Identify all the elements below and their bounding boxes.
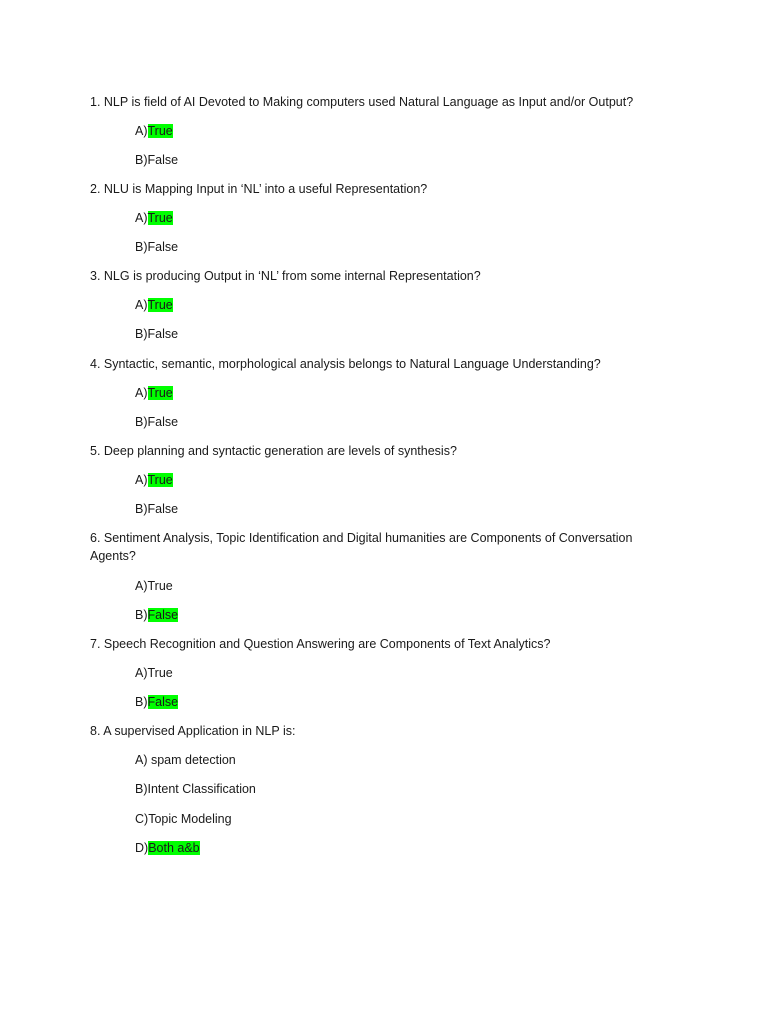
option-prefix: A) (135, 666, 148, 680)
question-1-text: 1. NLP is field of AI Devoted to Making computers used Natural Language as Input and/or Output? (90, 95, 634, 109)
option-prefix: B) (135, 608, 148, 622)
option-label: True (147, 579, 173, 593)
question-4-option-b (135, 413, 178, 431)
question-2-option-a (135, 209, 173, 227)
option-prefix: B) (135, 327, 148, 341)
question-8-text: 8. A supervised Application in NLP is: (90, 724, 296, 738)
option-label: True (147, 666, 173, 680)
option-label: False (147, 415, 179, 429)
option-label-highlighted: False (147, 608, 179, 622)
option-label-highlighted: True (147, 473, 173, 487)
question-6-text: 6. Sentiment Analysis, Topic Identification and Digital humanities are Components of Conversation Agents? (90, 531, 633, 563)
question-8-option-c (135, 810, 232, 828)
option-label-highlighted: True (147, 124, 173, 138)
question-6-option-a (135, 577, 173, 595)
option-prefix: D) (135, 841, 149, 855)
question-2-option-b (135, 238, 178, 256)
question-4-option-a (135, 384, 173, 402)
question-7-text: 7. Speech Recognition and Question Answering are Components of Text Analytics? (90, 637, 551, 651)
option-prefix: B) (135, 415, 148, 429)
question-6-option-b (135, 606, 178, 624)
option-prefix: A) (135, 298, 148, 312)
option-label: Topic Modeling (148, 812, 232, 826)
option-label-highlighted: True (147, 386, 173, 400)
option-prefix: B) (135, 502, 148, 516)
option-prefix: A) (135, 753, 148, 767)
option-prefix: A) (135, 579, 148, 593)
option-prefix: A) (135, 386, 148, 400)
question-7-option-a (135, 664, 173, 682)
option-prefix: B) (135, 153, 148, 167)
question-3-text: 3. NLG is producing Output in ‘NL’ from some internal Representation? (90, 269, 481, 283)
question-1-option-b (135, 151, 178, 169)
option-prefix: A) (135, 473, 148, 487)
question-1-option-a (135, 122, 173, 140)
question-8-option-a (135, 751, 236, 769)
option-label: False (147, 327, 179, 341)
option-label: False (147, 240, 179, 254)
question-5-text: 5. Deep planning and syntactic generation are levels of synthesis? (90, 444, 457, 458)
option-label: False (147, 153, 179, 167)
option-label-highlighted: True (147, 211, 173, 225)
question-7-option-b (135, 693, 178, 711)
question-3-option-b (135, 325, 178, 343)
option-label: Intent Classification (147, 782, 256, 796)
option-label: False (147, 502, 179, 516)
option-label-highlighted: False (147, 695, 179, 709)
question-3-option-a (135, 296, 173, 314)
option-label-highlighted: Both a&b (148, 841, 200, 855)
option-label: spam detection (147, 753, 236, 767)
option-prefix: C) (135, 812, 149, 826)
option-label-highlighted: True (147, 298, 173, 312)
question-5-option-a (135, 471, 173, 489)
option-prefix: B) (135, 240, 148, 254)
question-5-option-b (135, 500, 178, 518)
question-4-text: 4. Syntactic, semantic, morphological analysis belongs to Natural Language Understanding? (90, 357, 601, 371)
question-2-text: 2. NLU is Mapping Input in ‘NL’ into a useful Representation? (90, 182, 428, 196)
option-prefix: A) (135, 124, 148, 138)
option-prefix: A) (135, 211, 148, 225)
option-prefix: B) (135, 695, 148, 709)
question-8-option-d (135, 839, 200, 857)
option-prefix: B) (135, 782, 148, 796)
question-8-option-b (135, 780, 256, 798)
